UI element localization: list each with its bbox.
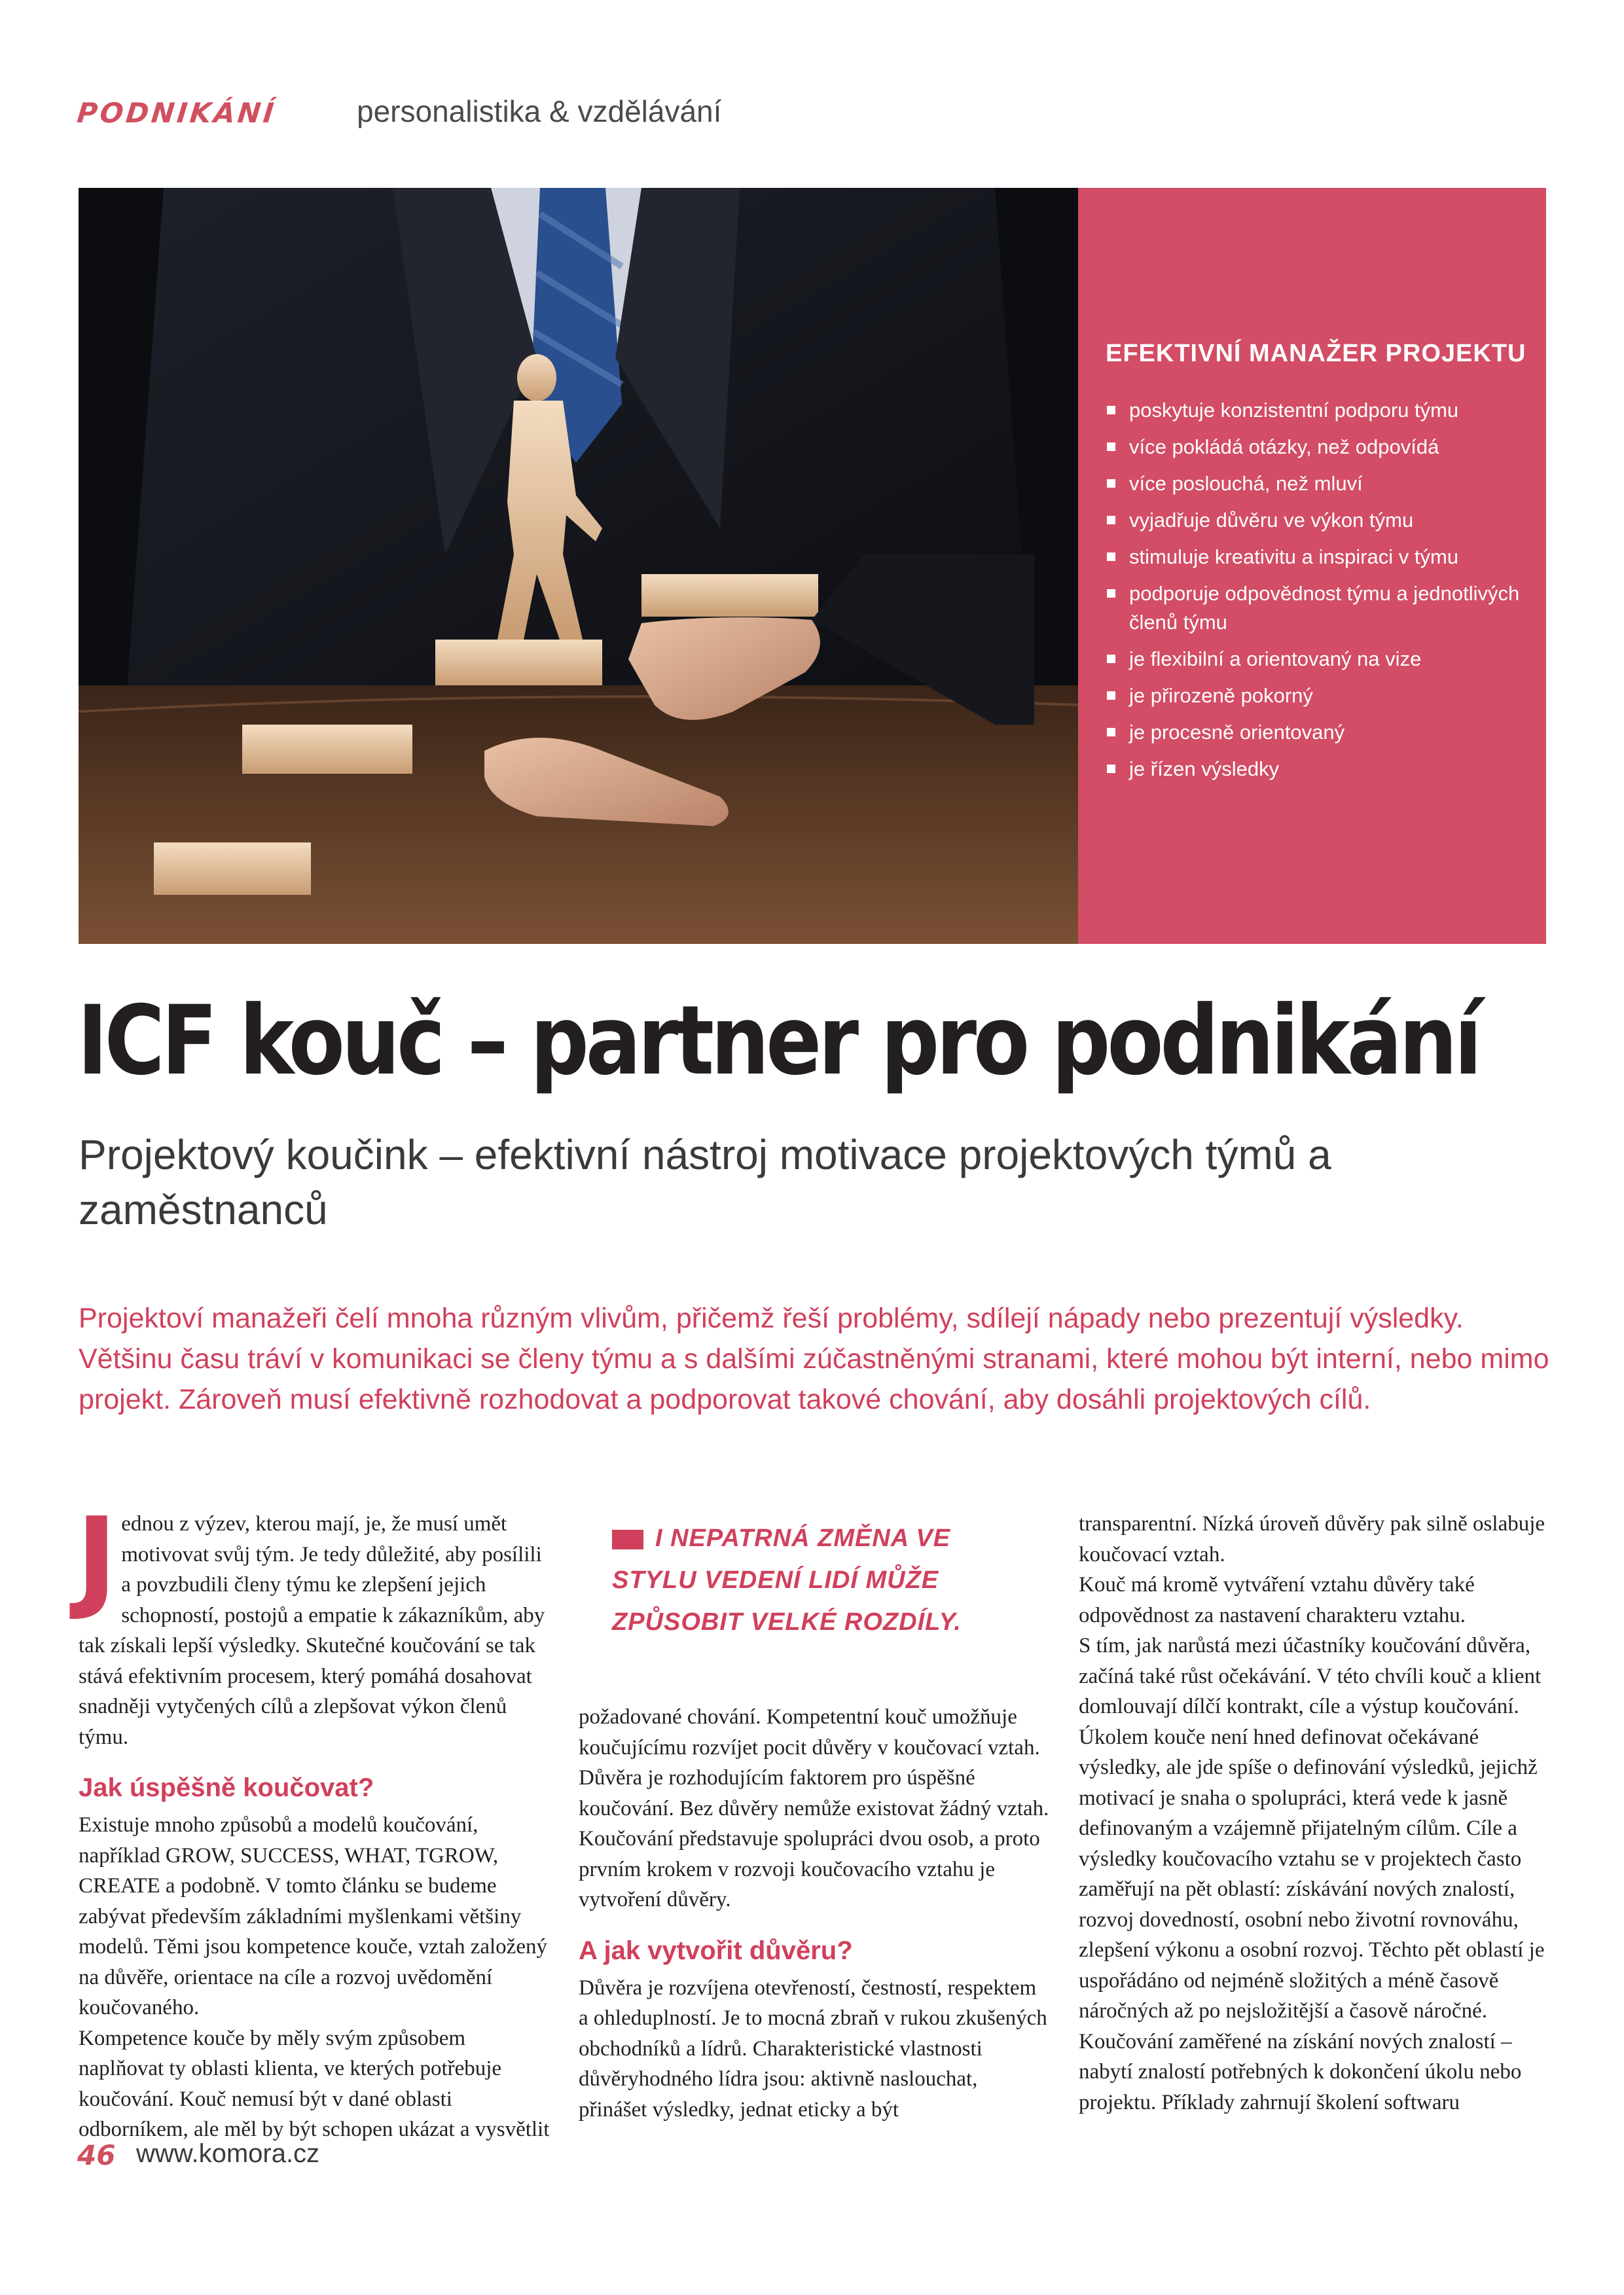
list-item xyxy=(1106,755,1525,784)
hero-photo xyxy=(79,188,1078,944)
paragraph: Důvěra je rozhodujícím faktorem pro úspěšné koučování. Bez důvěry nemůže existovat žádný vztah. Koučování představuje spolupráci dvou osob, a proto prvním krokem v rozvoji koučovacího vztahu je vytvoření důvěry. xyxy=(579,1766,1049,1911)
box-title: EFEKTIVNÍ MANAŽER PROJEKTU xyxy=(1106,340,1526,367)
list-item-text: stimuluje kreativitu a inspiraci v týmu xyxy=(1129,545,1459,568)
list-item xyxy=(1106,543,1525,571)
website-link[interactable]: www.komora.cz xyxy=(136,2139,320,2168)
page-number: 46 xyxy=(77,2139,116,2171)
column-1 xyxy=(76,1494,550,2145)
intro-text: ednou z výzev, kterou mají, je, že musí umět motivovat svůj tým. Je tedy důležité, aby posílili a povzbudili členy týmu ke zlepšení jejich schopností, postojů a empatie k zákazníkům, aby tak získali lepší výsledky. Skutečné koučování se tak stává efektivním procesem, který pomáhá dosahovat snadněji vytyčených cílů a zlepšovat výkon členů týmu. xyxy=(79,1512,545,1749)
paragraph: Kouč má kromě vytváření vztahu důvěry také odpovědnost za nastavení charakteru vztahu. xyxy=(1079,1573,1475,1627)
dropcap: J xyxy=(76,1494,118,1623)
pull-quote-text: I NEPATRNÁ ZMĚNA VE STYLU VEDENÍ LIDÍ MŮŽE ZPŮSOBIT VELKÉ ROZDÍLY. xyxy=(612,1525,962,1636)
paragraph: S tím, jak narůstá mezi účastníky koučování důvěra, začíná také růst očekávání. V této chvíli kouč a klient domlouvají dílčí kontrakt, cíle a výstup koučování. Úkolem kouče není hned definovat očekávané výsledky, ale jde spíše o definování výsledků, jejichž motivací je snaha o spolupráci, která vede k jasně definovaným a vzájemně přijatelným cílům. Cíle a výsledky koučovacího vztahu se v projektech často zaměřují na pět oblastí: získávání nových znalostí, rozvoj dovedností, osobní nebo životní rovnováhu, zlepšení výkonu a osobní rozvoj. Těchto pět oblastí je uspořádáno od nejméně složitých a méně časově náročných až po nejsložitější a časově náročné. xyxy=(1079,1634,1545,2023)
bullet-icon xyxy=(1107,479,1115,488)
paragraph: Koučování zaměřené na získání nových znalostí – nabytí znalostí potřebných k dokončení úkolu nebo projektu. Příklady zahrnují školení softwaru xyxy=(1079,2029,1522,2114)
bullet-icon xyxy=(1107,691,1115,700)
list-item-text: je přirozeně pokorný xyxy=(1129,684,1313,707)
list-item xyxy=(1106,506,1525,535)
list-item xyxy=(1106,579,1525,637)
list-item-text: je procesně orientovaný xyxy=(1129,721,1345,744)
paragraph: transparentní. Nízká úroveň důvěry pak silně oslabuje koučovací vztah. xyxy=(1079,1512,1545,1566)
paragraph: Kompetence kouče by měly svým způsobem naplňovat ty oblasti klienta, ve kterých potřebuje koučování. Kouč nemusí být v dané oblasti odborníkem, ale měl by být schopen ukázat a vysvětlit xyxy=(79,2026,550,2141)
bullet-icon xyxy=(1107,655,1115,663)
bullet-icon xyxy=(1107,552,1115,561)
list-item xyxy=(1106,396,1525,425)
article-lead: Projektoví manažeři čelí mnoha různým vlivům, přičemž řeší problémy, sdílejí nápady nebo prezentují výsledky. Většinu času tráví v komunikaci se členy týmu a s dalšími zúčastněnými stranami, které mohou být interní, nebo mimo projekt. Zároveň musí efektivně rozhodovat a podporovat takové chování, aby dosáhli projektových cílů. xyxy=(79,1303,1549,1415)
list-item-text: je řízen výsledky xyxy=(1129,757,1280,780)
bullet-icon xyxy=(1107,589,1115,598)
article-subtitle: Projektový koučink – efektivní nástroj motivace projektových týmů a zaměstnanců xyxy=(79,1131,1331,1233)
paragraph: Důvěra je rozvíjena otevřeností, čestností, respektem a ohleduplností. Je to mocná zbraň v rukou zkušených obchodníků a lídrů. Charakteristické vlastnosti důvěryhodného lídra jsou: aktivně naslouchat, přinášet výsledky, jednat eticky a být xyxy=(579,1976,1047,2122)
bullet-icon xyxy=(1107,516,1115,524)
list-item xyxy=(1106,469,1525,498)
list-item-text: podporuje odpovědnost týmu a jednotlivých členů týmu xyxy=(1129,582,1520,634)
section-heading: A jak vytvořit důvěru? xyxy=(579,1936,853,1965)
bullet-icon xyxy=(1107,443,1115,451)
qualities-list xyxy=(1106,396,1525,791)
section-heading: Jak úspěšně koučovat? xyxy=(79,1773,374,1802)
column-3 xyxy=(1079,1509,1550,2118)
list-item xyxy=(1106,645,1525,674)
pull-quote xyxy=(612,1517,1031,1643)
list-item xyxy=(1106,433,1525,461)
list-item-text: vyjadřuje důvěru ve výkon týmu xyxy=(1129,509,1414,532)
article-title: ICF kouč – partner pro podnikání xyxy=(77,985,1479,1096)
manager-qualities-box xyxy=(1078,188,1546,944)
intro-paragraph xyxy=(76,1494,550,1752)
list-item xyxy=(1106,718,1525,747)
list-item xyxy=(1106,681,1525,710)
bullet-icon xyxy=(1107,406,1115,414)
list-item-text: je flexibilní a orientovaný na vize xyxy=(1129,647,1422,670)
column-2 xyxy=(579,1702,1050,2125)
paragraph: požadované chování. Kompetentní kouč umožňuje koučujícímu rozvíjet pocit důvěry v koučovací vztah. xyxy=(579,1705,1040,1760)
hero-illustration xyxy=(79,188,1078,944)
bullet-icon xyxy=(1107,728,1115,736)
quote-mark-icon xyxy=(612,1530,643,1549)
list-item-text: více pokládá otázky, než odpovídá xyxy=(1129,435,1439,458)
paragraph: Existuje mnoho způsobů a modelů koučování, například GROW, SUCCESS, WHAT, TGROW, CREATE a podobně. V tomto článku se budeme zabývat především základními myšlenkami většiny modelů. Těmi jsou kompetence kouče, vztah založený na důvěře, orientace na cíle a rozvoj uvědomění koučovaného. xyxy=(79,1813,547,2019)
section-brand: PODNIKÁNÍ xyxy=(75,97,278,129)
list-item-text: více poslouchá, než mluví xyxy=(1129,472,1363,495)
list-item-text: poskytuje konzistentní podporu týmu xyxy=(1129,399,1459,422)
bullet-icon xyxy=(1107,765,1115,773)
section-subtitle: personalistika & vzdělávání xyxy=(357,94,722,128)
